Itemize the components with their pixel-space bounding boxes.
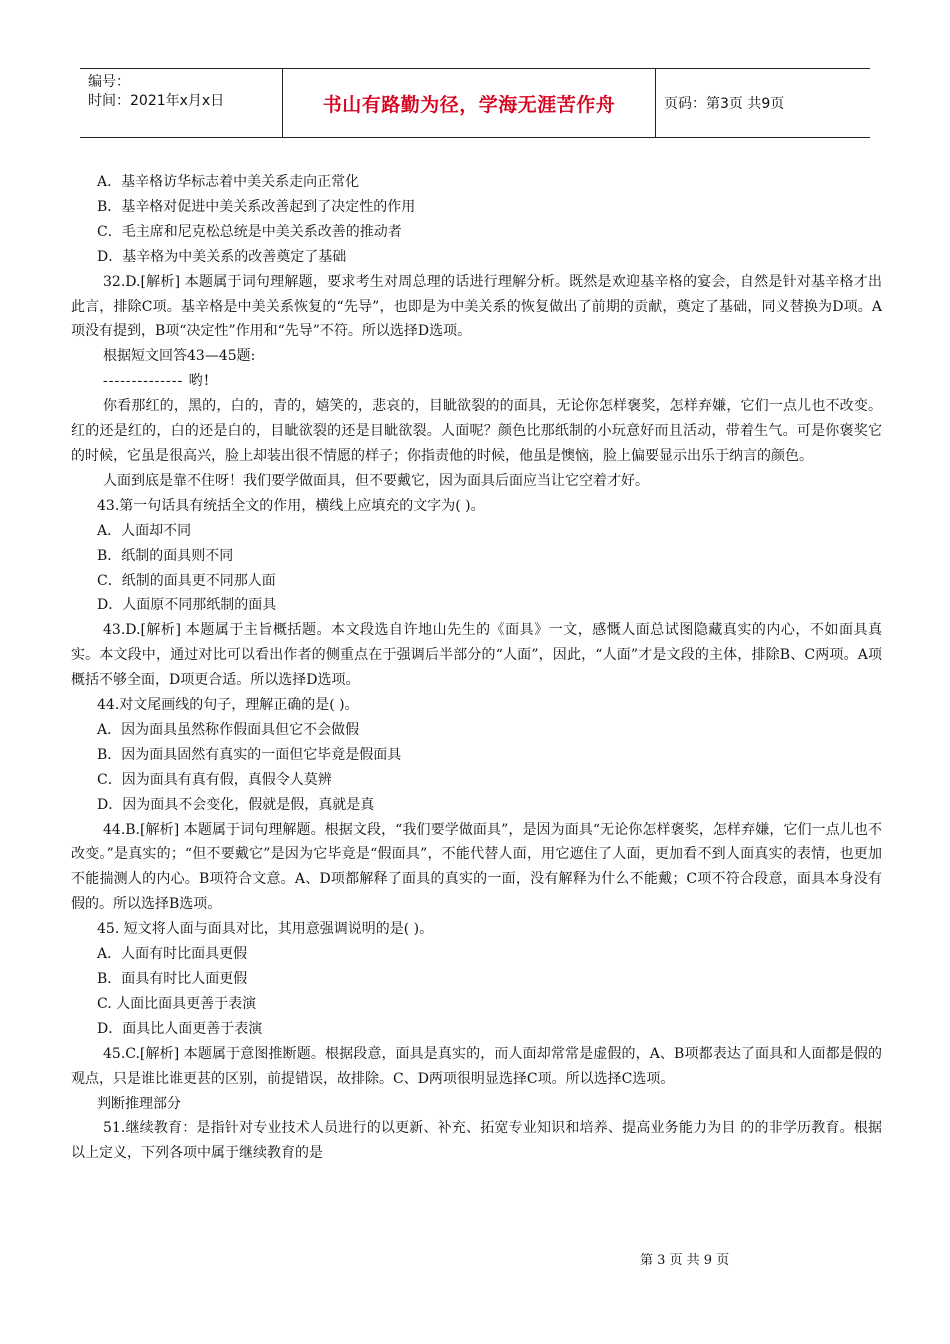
q44-option-b: B．因为面具固然有真实的一面但它毕竟是假面具 bbox=[97, 746, 402, 763]
page-label: 页码：第3页 共9页 bbox=[664, 96, 785, 112]
section-heading: 判断推理部分 bbox=[97, 1095, 181, 1112]
question-44: 44.对文尾画线的句子，理解正确的是( )。 bbox=[97, 697, 359, 714]
q43-option-a: A．人面却不同 bbox=[97, 522, 192, 539]
passage-intro: 根据短文回答43—45题: bbox=[103, 348, 256, 365]
date-label: 时间：2021年x月x日 bbox=[88, 93, 225, 109]
blank-line: -------------- 哟! bbox=[103, 373, 211, 390]
q44-option-c: C．因为面具有真有假，真假令人莫辨 bbox=[97, 771, 332, 788]
document-body bbox=[71, 170, 882, 1166]
q44-option-a: A．因为面具虽然称作假面具但它不会做假 bbox=[97, 721, 360, 738]
question-43: 43.第一句话具有统括全文的作用，横线上应填充的文字为( )。 bbox=[97, 497, 485, 514]
motto: 书山有路勤为径，学海无涯苦作舟 bbox=[322, 93, 616, 116]
number-label: 编号： bbox=[88, 74, 130, 90]
option-d: D．基辛格为中美关系的改善奠定了基础 bbox=[97, 248, 347, 265]
header-motto-cell bbox=[283, 69, 656, 137]
option-a: A．基辛格访华标志着中美关系走向正常化 bbox=[97, 174, 360, 190]
q43-option-b: B．纸制的面具则不同 bbox=[97, 547, 234, 564]
answer-43: 43.D.[解析] 本题属于主旨概括题。本文段选自许地山先生的《面具》一文，感慨人面总试图隐藏真实的内心，不如面具真实。本文段中，通过对比可以看出作者的侧重点在于强调后半部分的“人面”，因此，“人面”才是文段的主体，排除B、C两项。A项概括不够全面，D项更合适。所以选择D选项。 bbox=[71, 622, 882, 689]
passage-paragraph-2: 人面到底是靠不住呀！我们要学做面具，但不要戴它，因为面具后面应当让它空着才好。 bbox=[103, 472, 649, 489]
passage-paragraph-1: 你看那红的，黑的，白的，青的，嬉笑的，悲哀的，目眦欲裂的的面具，无论你怎样褒奖，怎样弃嫌，它们一点儿也不改变。红的还是红的，白的还是白的，目眦欲裂的还是目眦欲裂。人面呢？颜色比那纸制的小玩意好而且活动，带着生气。可是你褒奖它的时候，它虽是很高兴，脸上却装出很不情愿的样子；你指责他的时候，他虽是懊恼，脸上偏要显示出乐于纳言的颜色。 bbox=[71, 398, 882, 464]
answer-44: 44.B.[解析] 本题属于词句理解题。根据文段，“我们要学做面具”，是因为面具“无论你怎样褒奖，怎样弃嫌，它们一点儿也不改变。”是真实的；“但不要戴它”是因为它毕竟是“假面具”，不能代替人面，用它遮住了人面，更加看不到人面真实的表情，也更加不能揣测人的内心。B项符合文意。A、D项都解释了面具的真实的一面，没有解释为什么不能戴；C项不符合段意，面具本身没有假的。所以选择B选项。 bbox=[71, 821, 882, 913]
page-header bbox=[80, 68, 870, 138]
q45-option-d: D．面具比人面更善于表演 bbox=[97, 1020, 263, 1037]
answer-32: 32.D.[解析] 本题属于词句理解题，要求考生对周总理的话进行理解分析。既然是欢迎基辛格的宴会，自然是针对基辛格才出此言，排除C项。基辛格是中美关系恢复的“先导”，也即是为中美关系的恢复做出了前期的贡献，奠定了基础，同义替换为D项。A项没有提到，B项“决定性”作用和“先导”不符。所以选择D选项。 bbox=[71, 273, 882, 340]
question-45: 45. 短文将人面与面具对比，其用意强调说明的是( )。 bbox=[97, 921, 434, 938]
q44-option-d: D．因为面具不会变化，假就是假，真就是真 bbox=[97, 796, 375, 813]
header-meta bbox=[80, 69, 283, 137]
question-51: 51.继续教育：是指针对专业技术人员进行的以更新、补充、拓宽专业知识和培养、提高业务能力为目 的的非学历教育。根据以上定义，下列各项中属于继续教育的是 bbox=[71, 1120, 882, 1162]
header-page-cell bbox=[656, 69, 870, 137]
q45-option-c: C. 人面比面具更善于表演 bbox=[97, 995, 257, 1012]
option-c: C．毛主席和尼克松总统是中美关系改善的推动者 bbox=[97, 223, 402, 240]
option-b: B．基辛格对促进中美关系改善起到了决定性的作用 bbox=[97, 198, 416, 215]
q43-option-c: C．纸制的面具更不同那人面 bbox=[97, 572, 276, 589]
answer-45: 45.C.[解析] 本题属于意图推断题。根据段意，面具是真实的，而人面却常常是虚假的，A、B项都表达了面具和人面都是假的观点，只是谁比谁更甚的区别，前提错误，故排除。C、D两项很明显选择C项。所以选择C选项。 bbox=[71, 1045, 882, 1087]
page-footer: 第 3 页 共 9 页 bbox=[640, 1253, 730, 1268]
q45-option-b: B．面具有时比人面更假 bbox=[97, 971, 248, 987]
q43-option-d: D．人面原不同那纸制的面具 bbox=[97, 597, 277, 614]
q45-option-a: A．人面有时比面具更假 bbox=[97, 946, 248, 963]
